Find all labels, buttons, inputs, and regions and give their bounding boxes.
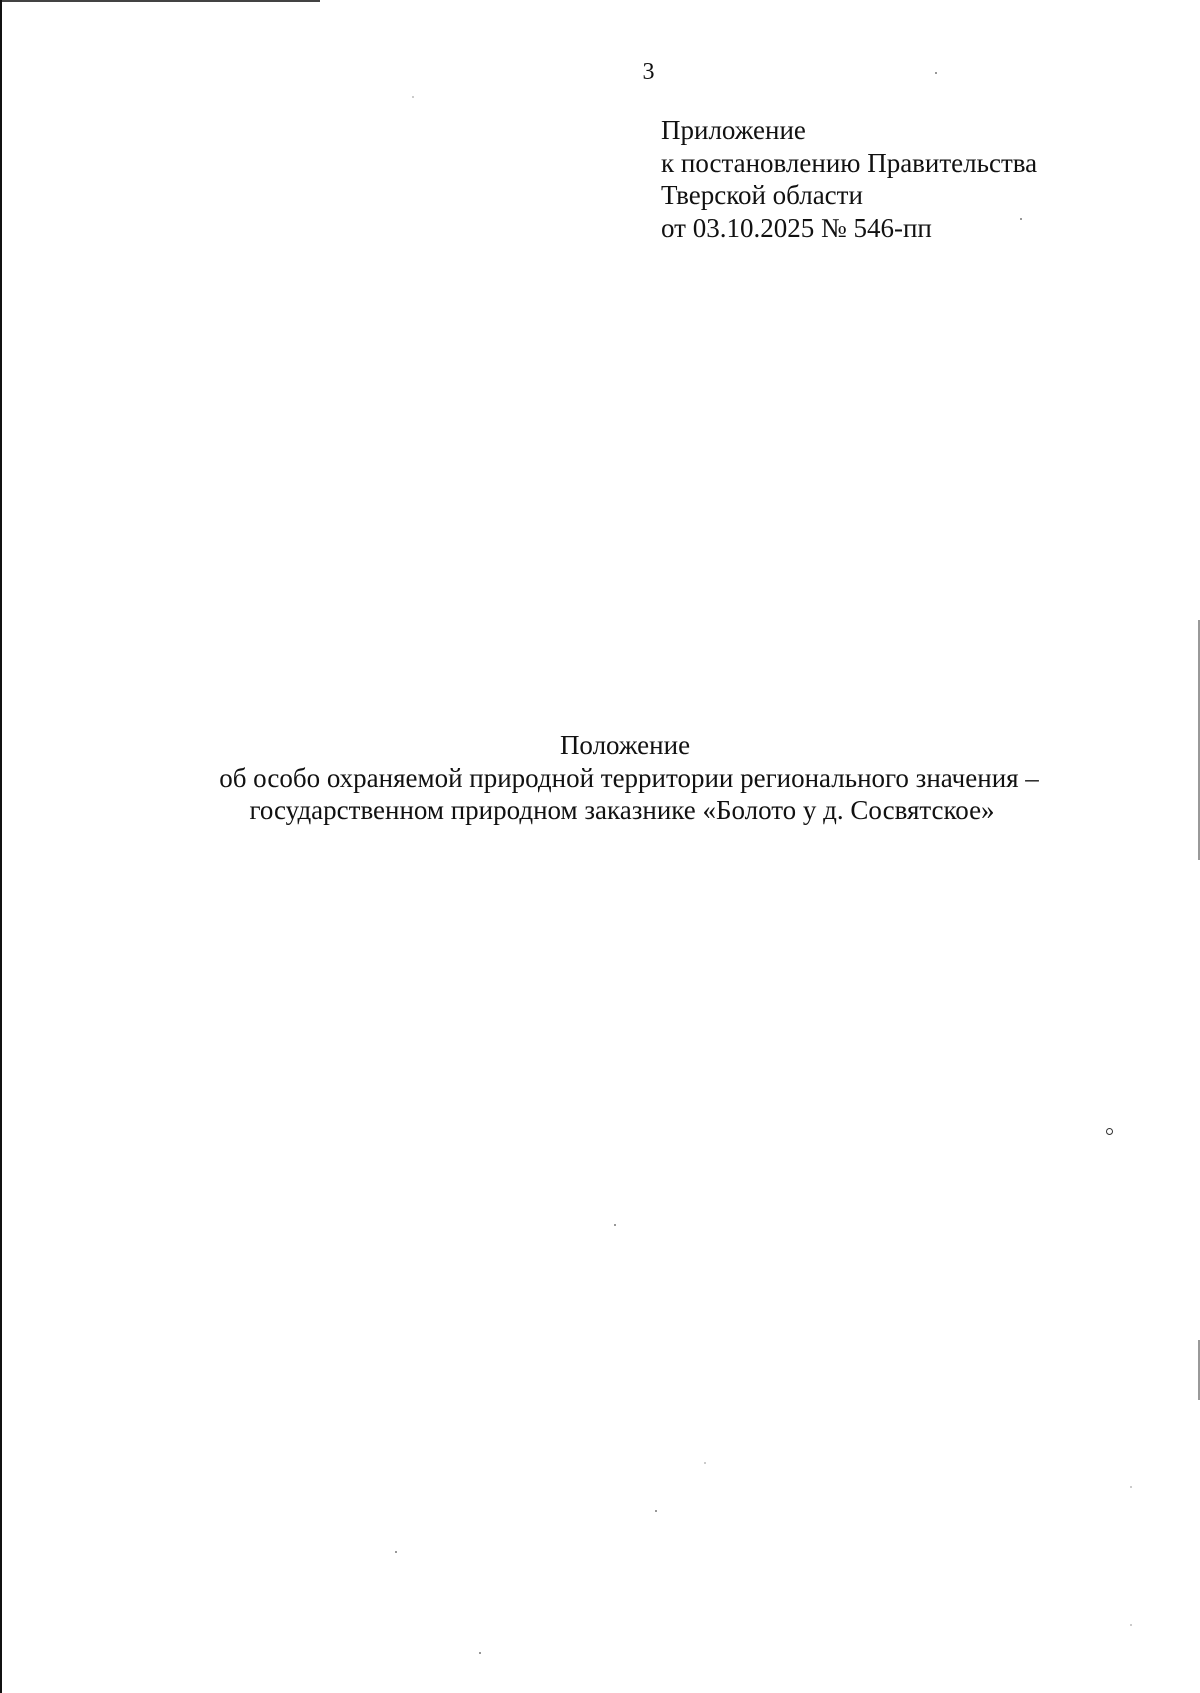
- title-line-2: об особо охраняемой природной территории регионального значения –: [219, 762, 1039, 793]
- scan-speck: [614, 1224, 616, 1226]
- appendix-header: [661, 114, 1037, 244]
- title-line-3: государственном природном заказнике «Болото у д. Сосвятское»: [249, 795, 995, 825]
- appendix-line-3: Тверской области: [661, 180, 863, 210]
- scan-speck: [1106, 1128, 1113, 1135]
- scan-speck: [1130, 1486, 1132, 1488]
- scan-speck: [704, 1462, 706, 1464]
- page-number: [0, 58, 1200, 86]
- scan-speck: [395, 1551, 397, 1553]
- page-number-text: 3: [642, 59, 655, 85]
- title-line-1: Положение: [559, 730, 691, 760]
- appendix-line-4: от 03.10.2025 № 546-пп: [661, 212, 932, 243]
- scan-edge-top: [0, 0, 320, 2]
- scan-speck: [1020, 218, 1022, 220]
- scan-speck: [655, 1510, 657, 1512]
- scan-speck: [935, 72, 937, 74]
- scan-speck: [1130, 1624, 1132, 1626]
- appendix-line-2: к постановлению Правительства: [661, 147, 1038, 178]
- document-title: [0, 729, 1200, 827]
- scan-speck: [479, 1652, 481, 1654]
- scan-speck: [412, 96, 414, 98]
- appendix-line-1: Приложение: [661, 115, 806, 145]
- scan-edge-left: [0, 0, 2, 1693]
